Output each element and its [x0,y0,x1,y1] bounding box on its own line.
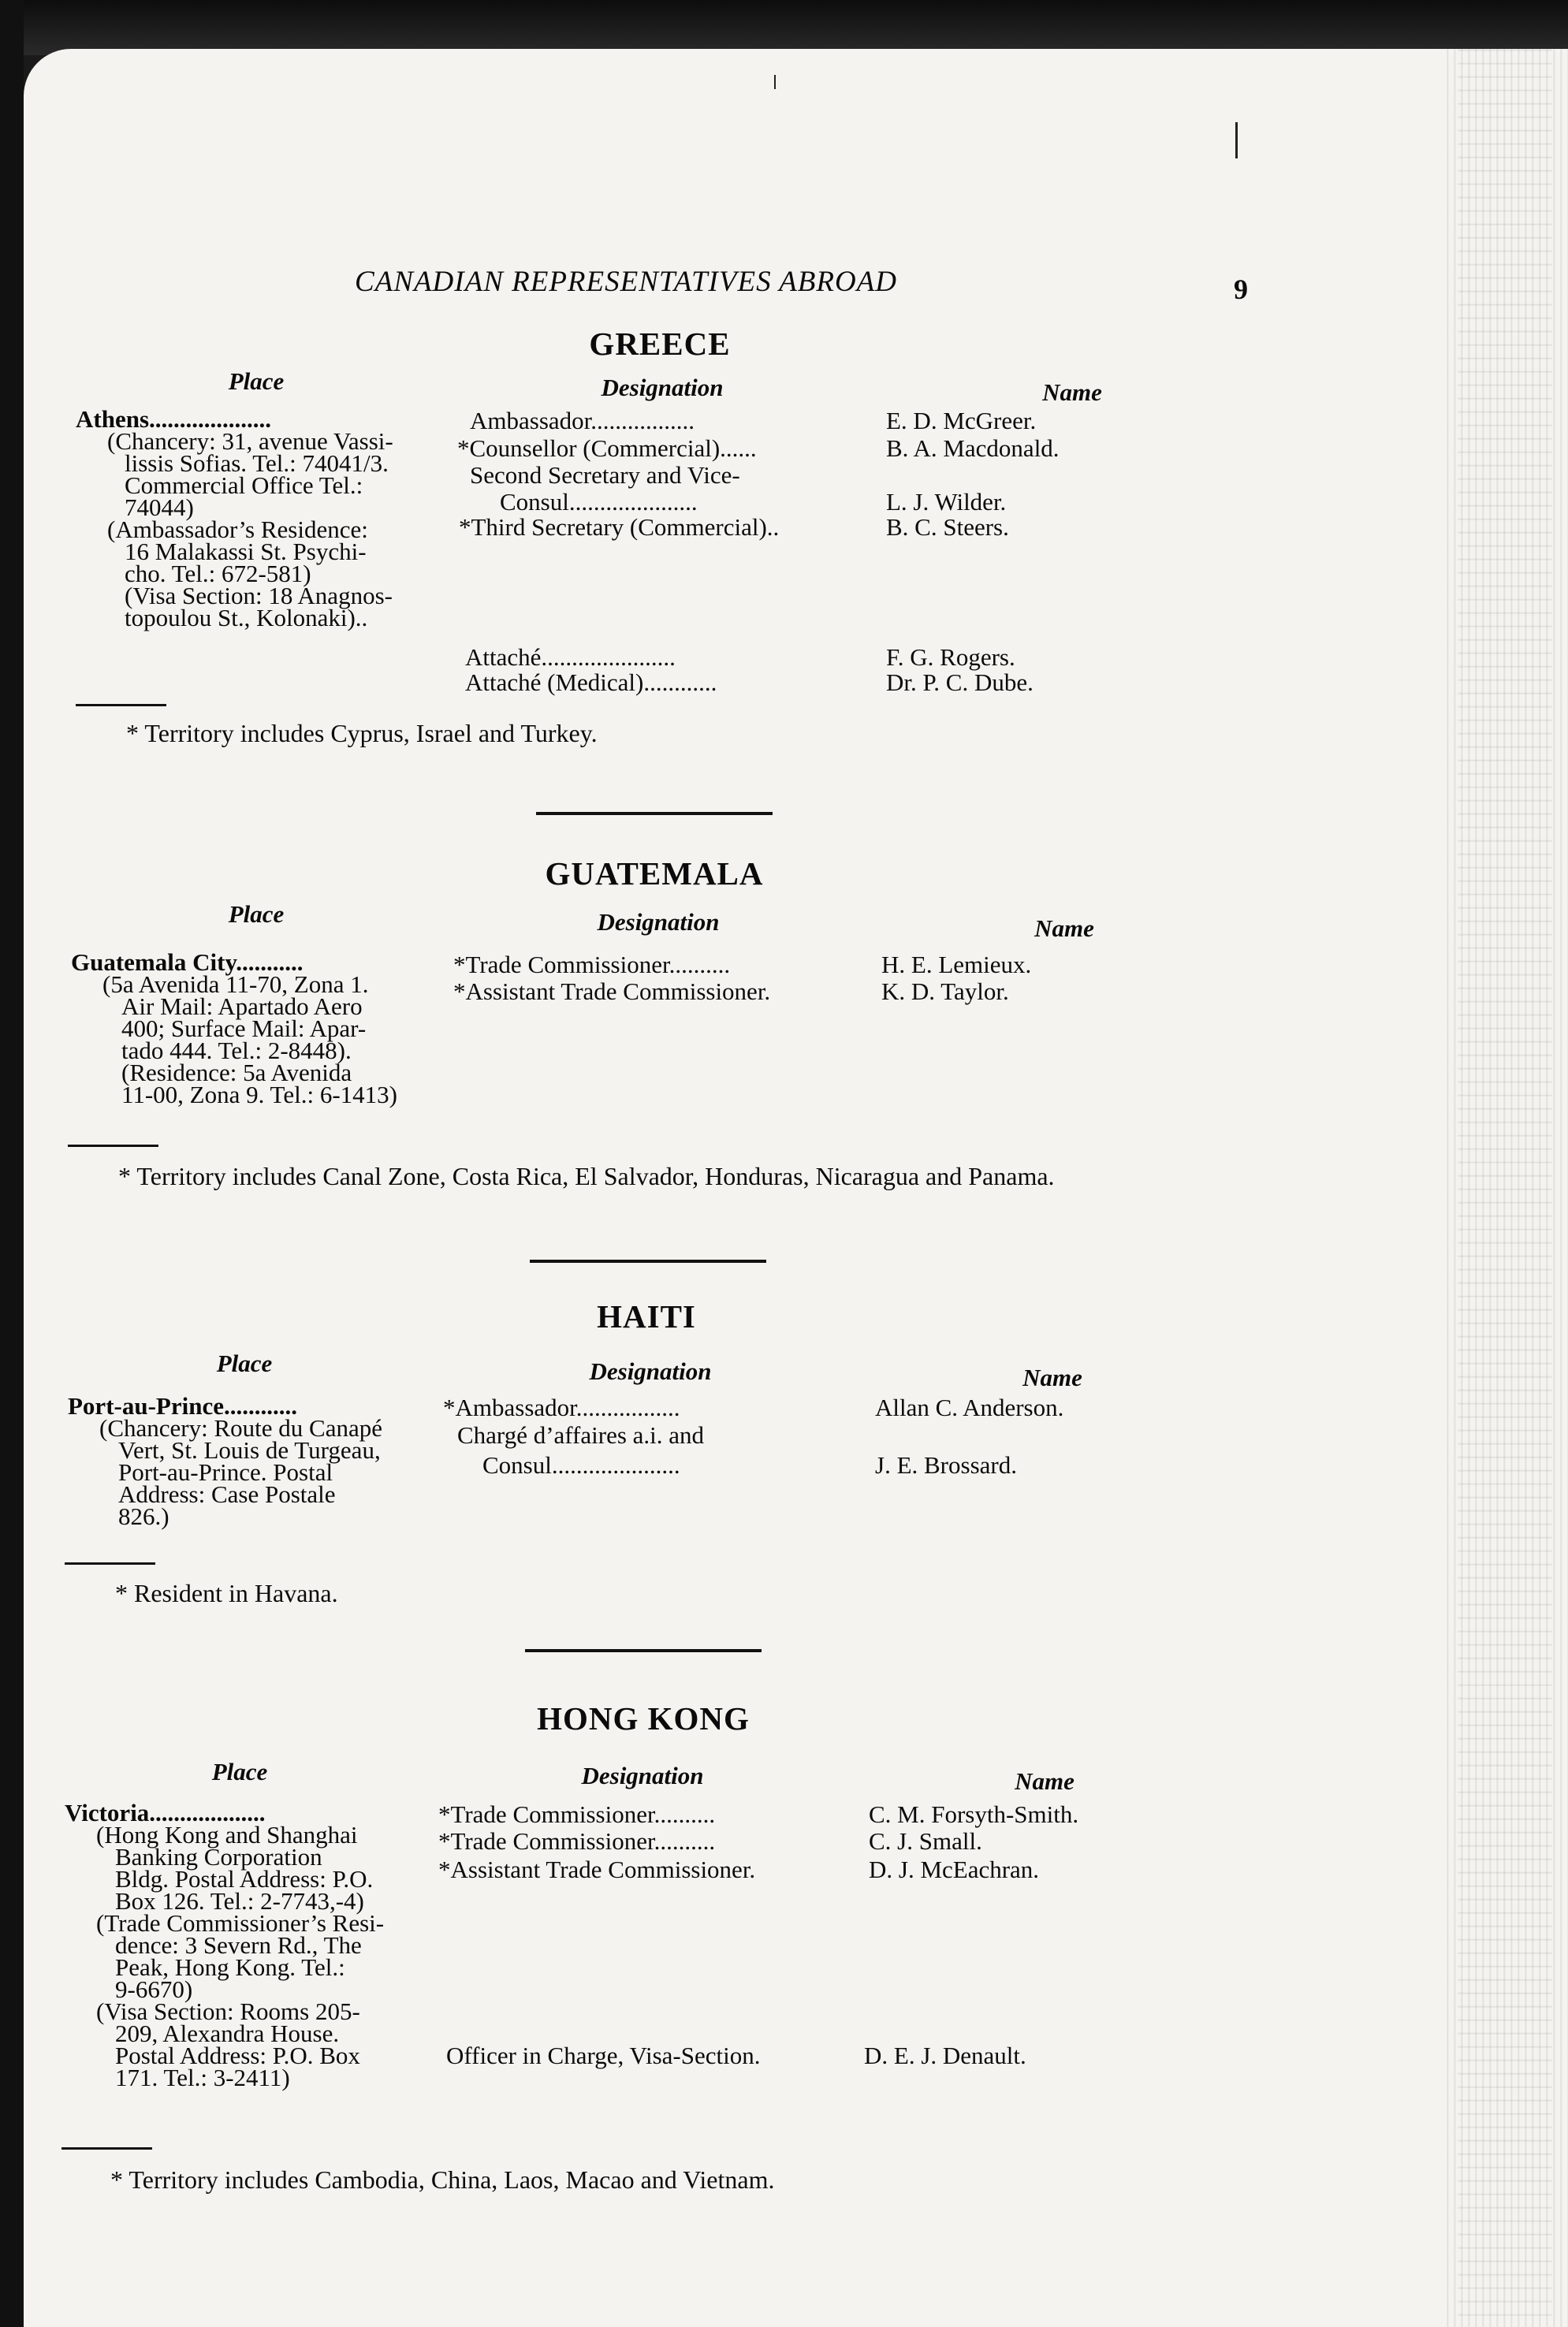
official-name: J. E. Brossard. [875,1451,1017,1479]
column-header-name: Name [1034,914,1094,942]
place-address-line: (5a Avenida 11-70, Zona 1. [102,970,369,998]
place-address-line: Commercial Office Tel.: [125,471,363,499]
place-address-line: Peak, Hong Kong. Tel.: [115,1953,345,1981]
place-address-line: Postal Address: P.O. Box [115,2042,360,2069]
place-address-line: (Hong Kong and Shanghai [96,1821,358,1849]
column-header-place: Place [228,900,285,928]
designation: *Trade Commissioner.......... [453,951,731,978]
footnote-rule [65,1562,155,1565]
designation: Attaché (Medical)............ [465,668,717,696]
column-header-name: Name [1022,1364,1082,1391]
page-number: 9 [1234,274,1248,305]
footnote-rule [68,1145,158,1147]
designation: Consul..................... [500,488,698,516]
section-separator [536,812,773,815]
designation: *Assistant Trade Commissioner. [453,977,771,1005]
designation: *Counsellor (Commercial)...... [457,434,757,462]
footnote-guatemala: * Territory includes Canal Zone, Costa Rica, El Salvador, Honduras, Nicaragua and Panama. [118,1162,1055,1190]
place-address-line: Bldg. Postal Address: P.O. [115,1865,374,1893]
place-title: Guatemala City........... [71,948,304,976]
place-title: Athens.................... [76,405,272,433]
official-name: C. J. Small. [869,1827,982,1855]
place-address-line: Port-au-Prince. Postal [118,1458,333,1486]
place-address-line: (Ambassador’s Residence: [107,516,368,543]
footnote-rule [61,2147,152,2150]
designation: *Trade Commissioner.......... [438,1800,716,1828]
designation: *Ambassador................. [443,1394,680,1421]
place-address-line: (Residence: 5a Avenida [121,1059,352,1086]
section-separator [525,1649,762,1652]
place-address-line: 16 Malakassi St. Psychi- [125,538,367,565]
scan-mark [1235,122,1238,158]
country-title-hong-kong: HONG KONG [537,1700,750,1737]
column-header-designation: Designation [589,1357,712,1385]
place-block-haiti [68,1392,438,1530]
official-name: D. E. J. Denault. [864,2042,1026,2069]
place-block-hong-kong [65,1799,435,2091]
column-header-place: Place [211,1758,268,1785]
official-name: D. J. McEachran. [869,1856,1040,1883]
official-name: K. D. Taylor. [881,977,1009,1005]
official-name: Dr. P. C. Dube. [886,668,1034,696]
column-header-place: Place [216,1350,273,1377]
place-address-line: 9-6670) [115,1975,193,2003]
designation: Second Secretary and Vice- [470,461,740,489]
official-name: L. J. Wilder. [886,488,1007,516]
footnote-rule [76,704,166,706]
official-name: E. D. McGreer. [886,407,1037,434]
column-header-designation: Designation [597,908,720,936]
official-name: H. E. Lemieux. [881,951,1032,978]
scan-mark [774,75,776,89]
place-address-line: 11-00, Zona 9. Tel.: 6-1413) [121,1081,397,1108]
footnote-greece: * Territory includes Cyprus, Israel and Turkey. [126,719,598,747]
designation: Ambassador................. [470,407,695,434]
column-header-designation: Designation [601,374,724,401]
place-address-line: lissis Sofias. Tel.: 74041/3. [125,449,389,477]
scan-right-edge [1442,49,1568,2327]
column-header-designation: Designation [581,1762,704,1789]
official-name: B. A. Macdonald. [886,434,1060,462]
page-header: CANADIAN REPRESENTATIVES ABROAD [355,266,898,298]
place-address-line: cho. Tel.: 672-581) [125,560,311,587]
place-address-line: tado 444. Tel.: 2-8448). [121,1037,352,1064]
place-address-line: Vert, St. Louis de Turgeau, [118,1436,381,1464]
place-address-line: (Visa Section: 18 Anagnos- [125,582,393,609]
country-title-greece: GREECE [589,326,731,362]
place-address-line: 400; Surface Mail: Apar- [121,1015,367,1042]
place-address-line: (Chancery: 31, avenue Vassi- [107,427,393,455]
official-name: Allan C. Anderson. [875,1394,1064,1421]
place-address-line: Address: Case Postale [118,1480,336,1508]
column-header-name: Name [1042,378,1102,406]
place-block-greece [76,405,446,631]
designation: Consul..................... [482,1451,680,1479]
place-title: Port-au-Prince............ [68,1392,297,1420]
place-address-line: Air Mail: Apartado Aero [121,992,363,1020]
designation: Chargé d’affaires a.i. and [457,1421,705,1449]
place-address-line: (Visa Section: Rooms 205- [96,1997,360,2025]
place-address-line: 171. Tel.: 3-2411) [115,2064,290,2091]
official-name: F. G. Rogers. [886,643,1015,671]
official-name: C. M. Forsyth-Smith. [869,1800,1079,1828]
place-block-guatemala [71,948,441,1108]
place-address-line: dence: 3 Severn Rd., The [115,1931,362,1959]
place-address-line: Box 126. Tel.: 2-7743,-4) [115,1887,364,1915]
designation: *Third Secretary (Commercial).. [459,513,780,541]
footnote-hong-kong: * Territory includes Cambodia, China, Laos, Macao and Vietnam. [110,2165,775,2194]
designation: Officer in Charge, Visa-Section. [446,2042,761,2069]
place-address-line: Banking Corporation [115,1843,322,1871]
section-separator [530,1260,766,1263]
place-address-line: topoulou St., Kolonaki).. [125,604,368,631]
place-address-line: 209, Alexandra House. [115,2020,340,2047]
designation: *Assistant Trade Commissioner. [438,1856,756,1883]
place-title: Victoria................... [65,1799,266,1826]
place-address-line: 826.) [118,1502,169,1530]
scan-top-edge [0,0,1568,55]
country-title-guatemala: GUATEMALA [545,855,764,892]
designation: Attaché...................... [465,643,676,671]
column-header-name: Name [1015,1767,1075,1795]
place-address-line: 74044) [125,493,194,521]
place-address-line: (Trade Commissioner’s Resi- [96,1909,385,1937]
footnote-haiti: * Resident in Havana. [115,1579,338,1607]
designation: *Trade Commissioner.......... [438,1827,716,1855]
official-name: B. C. Steers. [886,513,1009,541]
place-address-line: (Chancery: Route du Canapé [99,1414,382,1442]
scan-left-edge [0,0,24,2327]
country-title-haiti: HAITI [597,1298,696,1335]
column-header-place: Place [228,367,285,395]
